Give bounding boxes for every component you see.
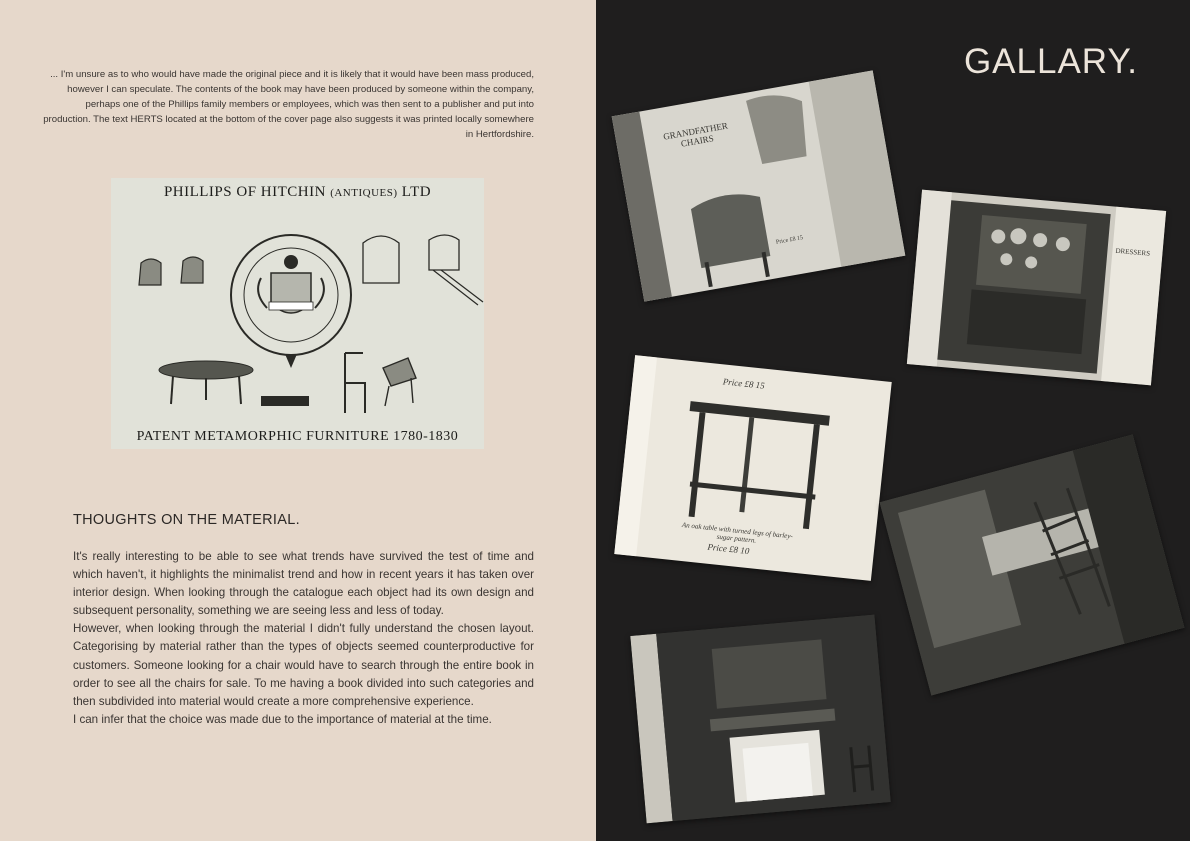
cover-title-main: PHILLIPS OF HITCHIN — [163, 184, 326, 200]
gallery-photo-dresser — [907, 190, 1166, 386]
photo-caption-price: Price £8 15 — [775, 235, 804, 246]
gallery-title: GALLARY. — [963, 42, 1138, 81]
body-paragraph: However, when looking through the material I didn't fully understand the chosen layout. Categorising by material rather than the types of objects seemed counterproductive for customers. Someone looking for a chair would have to search through the entire book in order to see all the chairs for sale. To me having a book divided into such categories and then subdivided into material would create a more comprehensive experience. — [73, 622, 534, 708]
photo-caption-top: Price £8 15 — [722, 376, 766, 391]
right-page — [596, 0, 1190, 841]
cover-title-antiques: (ANTIQUES) — [330, 187, 398, 199]
body-paragraph: It's really interesting to be able to see what trends have survived the test of time and which haven't, it highlights the minimalist trend and how in recent years it has taken over interior design. When looking through the catalogue each object had its own design and subsequent personality, something we are seeing less and less of today. — [73, 550, 534, 618]
gallery-photo-grandfather-chairs — [612, 70, 906, 301]
gallery-photo-fireplace — [630, 615, 890, 824]
cover-footer: PATENT METAMORPHIC FURNITURE 1780-1830 — [136, 429, 459, 444]
gallery-photo-chair-interior — [880, 435, 1185, 696]
photo-caption-price: Price £8 10 — [707, 541, 750, 557]
cover-illustration — [111, 178, 484, 449]
body-paragraph: I can infer that the choice was made due to the importance of material at the time. — [73, 712, 492, 726]
section-body — [73, 548, 534, 729]
intro-paragraph: ... I'm unsure as to who would have made the original piece and it is likely that it would have been mass produced, however I can speculate. The contents of the book may have been produced by someone within the company, perhaps one of the Phillips family members or employees, which was then sent to a publisher and put into production. The text HERTS located at the bottom of the cover page also suggests it was printed locally somewhere in Hertfordshire. — [43, 69, 534, 140]
photo-caption-title: DRESSERS — [1115, 246, 1151, 258]
photo-caption-title: An oak table with turned legs of barley-sugar pattern. — [681, 520, 794, 545]
catalogue-cover-image — [111, 178, 484, 449]
cover-title — [111, 184, 484, 201]
cover-title-ltd: LTD — [401, 184, 432, 200]
section-heading: THOUGHTS ON THE MATERIAL. — [73, 512, 300, 528]
gallery-photo-oak-table — [614, 355, 891, 581]
photo-caption-title: GRANDFATHER CHAIRS — [662, 120, 729, 149]
